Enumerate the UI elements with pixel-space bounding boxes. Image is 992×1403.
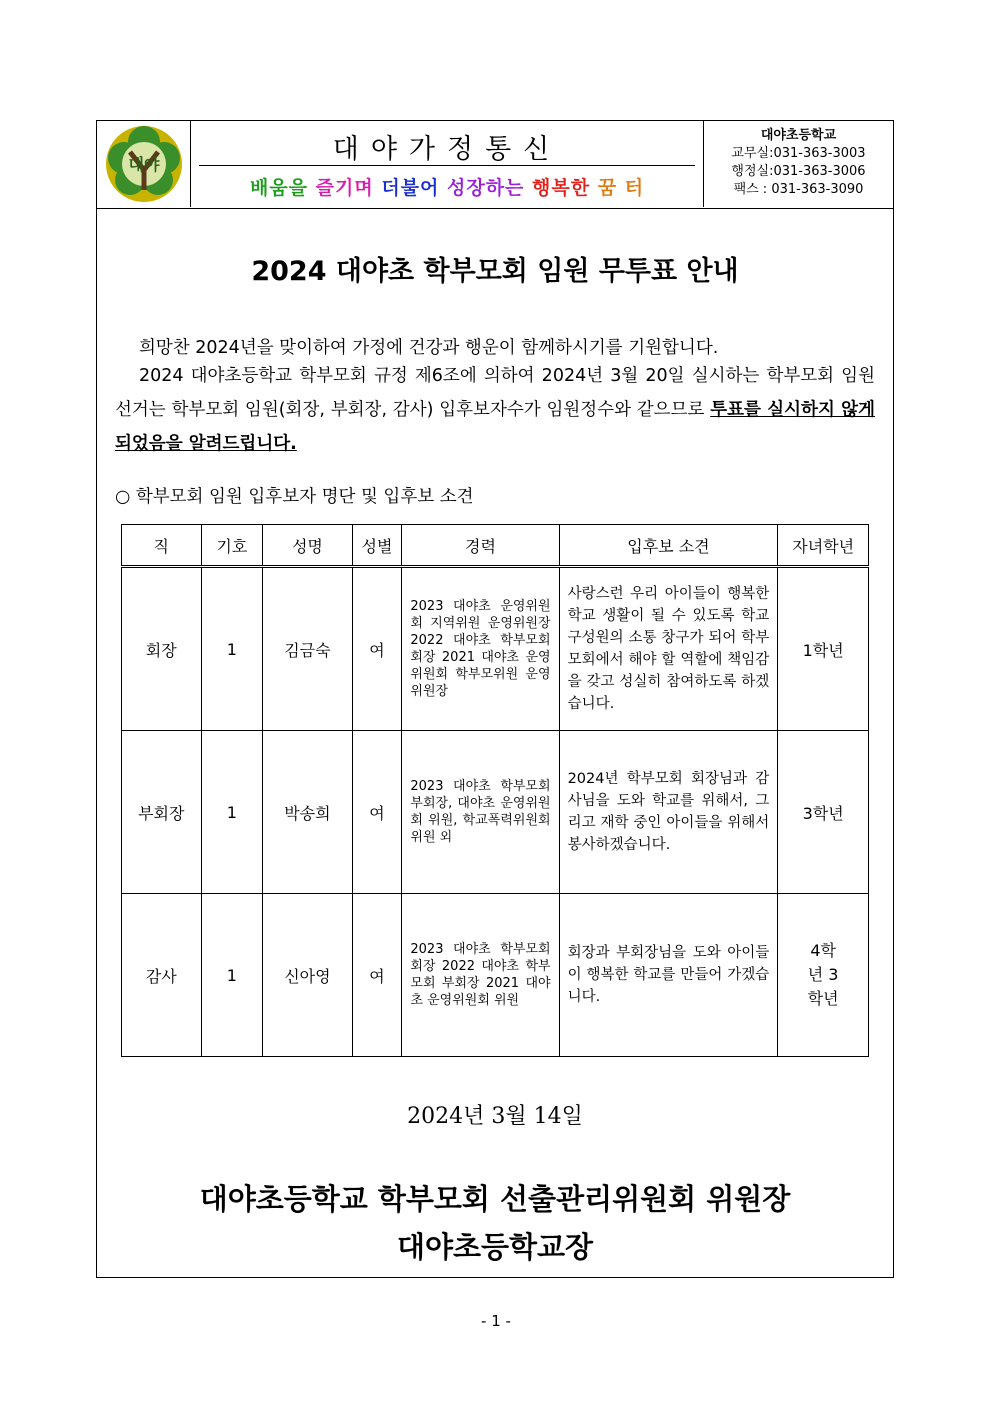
header-career: 경력 (402, 525, 559, 567)
contact-school-name: 대야초등학교 (760, 128, 837, 143)
masthead-title-cell (191, 121, 703, 207)
table-row (122, 731, 869, 894)
contact-fax: 팩스 : 031-363-3090 (733, 182, 864, 197)
contact-admin-office: 행정실:031-363-3006 (731, 164, 866, 179)
header-number: 기호 (201, 525, 263, 567)
school-logo-cell (97, 121, 191, 207)
cell-grade (778, 894, 869, 1057)
signer-committee-chair: 대야초등학교 학부모회 선출관리위원회 위원장 (199, 1182, 791, 1216)
section-heading: ○ 학부모회 임원 입후보자 명단 및 입후보 소견 (115, 487, 474, 507)
header-name: 성명 (263, 525, 352, 567)
slogan-word: 성장하는 (447, 177, 525, 199)
header-position: 직 (122, 525, 202, 567)
header-gender: 성별 (352, 525, 402, 567)
notice-text: 2024 대야초등학교 학부모회 규정 제6조에 의하여 2024년 3월 20일 실시하는 학부모회 임원 선거는 학부모회 임원(회장, 부회장, 감사) 입후보자수가 임원정수와 같으므로 (115, 366, 875, 420)
table-row (122, 894, 869, 1057)
cell-gender: 여 (352, 894, 402, 1057)
page-number: - 1 - (481, 1312, 511, 1330)
cell-grade: 3학년 (778, 731, 869, 894)
cell-name: 김금숙 (263, 567, 352, 731)
issue-date: 2024년 3월 14일 (407, 1104, 583, 1129)
notice-emphasis: 투표를 실시하지 않게 되었음을 알려드립니다. (115, 400, 875, 454)
cell-number: 1 (201, 894, 263, 1057)
cell-name: 신아영 (263, 894, 352, 1057)
cell-grade: 1학년 (778, 567, 869, 731)
slogan-word: 더불어 (381, 177, 440, 199)
candidates-table (121, 524, 869, 1057)
cell-career: 2023 대야초 운영위원회 지역위원 운영위원장 2022 대야초 학부모회 회장 2021 대야초 운영위원회 학부모위원 운영위원장 (402, 567, 559, 731)
cell-gender: 여 (352, 567, 402, 731)
school-slogan (191, 173, 703, 200)
slogan-word: 꿈 터 (597, 177, 645, 199)
slogan-word: 행복한 (532, 177, 591, 199)
cell-career: 2023 대야초 학부모회 회장 2022 대야초 학부모회 부회장 2021 대야초 운영위원회 위원 (402, 894, 559, 1057)
cell-pledge: 2024년 학부모회 회장님과 감사님을 도와 학교를 위해서, 그리고 재학 중인 아이들을 위해서 봉사하겠습니다. (559, 731, 778, 894)
table-row (122, 567, 869, 731)
cell-position: 부회장 (122, 731, 202, 894)
cell-position: 회장 (122, 567, 202, 731)
contact-info (703, 121, 893, 207)
slogan-word: 즐기며 (315, 177, 374, 199)
cell-number: 1 (201, 567, 263, 731)
cell-pledge: 사랑스런 우리 아이들이 행복한 학교 생활이 될 수 있도록 학교 구성원의 소통 창구가 되어 학부모회에서 해야 할 역할에 책임감을 갖고 성실히 참여하도록 하겠습니다. (559, 567, 778, 731)
cell-number: 1 (201, 731, 263, 894)
notice-paragraph (115, 359, 875, 461)
header-grade: 자녀학년 (778, 525, 869, 567)
greeting-paragraph: 희망찬 2024년을 맞이하여 가정에 건강과 행운이 함께하시기를 기원합니다. (139, 338, 719, 358)
cell-name: 박송희 (263, 731, 352, 894)
signer-principal: 대야초등학교장 (396, 1230, 594, 1264)
cell-position: 감사 (122, 894, 202, 1057)
cell-grade-text: 4학년 3학년 (807, 941, 839, 1008)
masthead (97, 121, 893, 209)
school-logo-icon (100, 124, 188, 204)
table-header-row (122, 525, 869, 567)
slogan-word: 배움을 (249, 177, 308, 199)
newsletter-title: 대야가정통신 (332, 134, 562, 165)
title-divider (199, 165, 695, 166)
logo-lettering: 대야 (128, 155, 160, 174)
contact-academic-office: 교무실:031-363-3003 (731, 146, 866, 161)
cell-pledge: 회장과 부회장님을 도와 아이들이 행복한 학교를 만들어 가겠습니다. (559, 894, 778, 1057)
header-pledge: 입후보 소견 (559, 525, 778, 567)
cell-gender: 여 (352, 731, 402, 894)
newsletter-frame (96, 120, 894, 1278)
document-title: 2024 대야초 학부모회 임원 무투표 안내 (251, 256, 739, 287)
cell-career: 2023 대야초 학부모회 부회장, 대야초 운영위원회 위원, 학교폭력위원회 위원 외 (402, 731, 559, 894)
